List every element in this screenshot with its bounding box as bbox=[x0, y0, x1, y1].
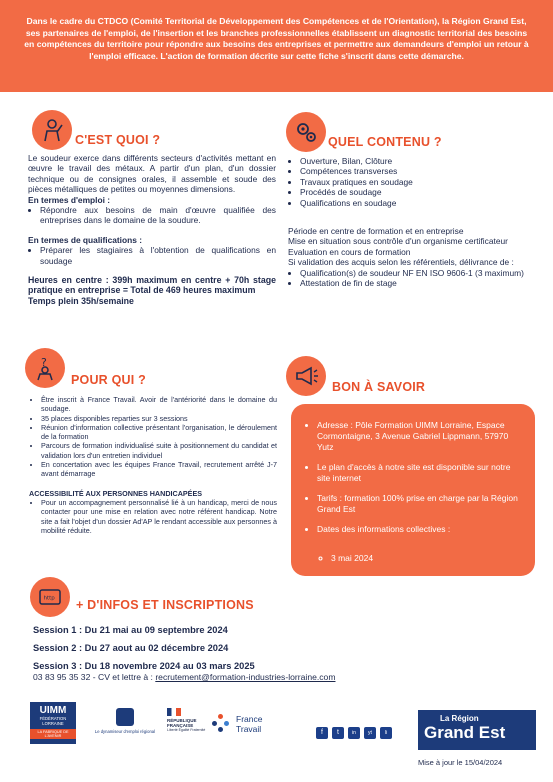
sessions-list bbox=[33, 621, 255, 675]
contenu-item: • Travaux pratiques en soudage bbox=[300, 177, 536, 187]
dates-item: Dates des informations collectives : bbox=[317, 524, 451, 534]
web-icon bbox=[30, 577, 70, 617]
afpa-sub: Le dynamiseur d'emploi régional bbox=[94, 729, 156, 734]
pour-qui-item: • Réunion d'information collective présentant l'organisation, le déroulement de la formation bbox=[41, 423, 277, 442]
pour-qui-item: • Parcours de formation individualisé suite à positionnement du candidat et validation lors d'un entretien individuel bbox=[41, 441, 277, 460]
quel-contenu-details bbox=[288, 226, 538, 288]
republique-logo bbox=[167, 708, 207, 742]
region1: La Région bbox=[440, 714, 479, 723]
flag-icon bbox=[167, 708, 181, 716]
banner-text: Dans le cadre du CTDCO (Comité Territorial de Développement des Compétences et de l'Orientation), la Région Grand Est, ses partenaires de l'emploi, de l'insertion et les branches professionnelles établissent un diagnostic territorial des besoins en compétences du territoire pour répondre aux besoins des entreprises et permettre aux demandeurs d'emploi un retour à l'emploi efficace. L'action de formation décrite sur cette fiche s'inscrit dans cette démarche. bbox=[24, 16, 529, 61]
tarif-item: • Tarifs : formation 100% prise en charge par la Région Grand Est bbox=[317, 493, 523, 515]
contenu-item: • Ouverture, Bilan, Clôture bbox=[300, 156, 536, 166]
twitter-icon[interactable]: t bbox=[332, 727, 344, 739]
gears-icon bbox=[286, 112, 326, 152]
pour-qui-list bbox=[29, 395, 277, 535]
pour-qui-item: • 35 places disponibles reparties sur 3 sessions bbox=[41, 414, 277, 423]
rf2: FRANÇAISE bbox=[167, 723, 194, 728]
hours-text: Heures en centre : 399h maximum en centre + 70h stage pratique en entreprise = Total de 469 heures maximum bbox=[28, 275, 276, 296]
access-heading: ACCESSIBILITÉ AUX PERSONNES HANDICAPÉES bbox=[29, 488, 203, 498]
svg-text:?: ? bbox=[41, 356, 47, 369]
pour-qui-item: • En concertation avec les équipes France Travail, recrutement arrêté J-7 avant démarrage bbox=[41, 460, 277, 479]
emploi-item: • Répondre aux besoins de main d'œuvre qualifiée des entreprises dans le domaine de la soudure. bbox=[40, 205, 276, 226]
ft1: France bbox=[236, 714, 263, 724]
afpa-logo bbox=[87, 708, 163, 742]
plan-item: • Le plan d'accès à notre site est disponible sur notre site internet bbox=[317, 462, 523, 484]
deliv-item: • Qualification(s) de soudeur NF EN ISO 9606-1 (3 maximum) bbox=[300, 268, 538, 278]
session-item: Session 3 : Du 18 novembre 2024 au 03 mars 2025 bbox=[33, 661, 255, 671]
afpa-mark-icon bbox=[116, 708, 134, 726]
infos-title: + D'INFOS ET INSCRIPTIONS bbox=[76, 598, 254, 612]
deliv-item: • Attestation de fin de stage bbox=[300, 278, 538, 288]
facebook-icon[interactable]: f bbox=[316, 727, 328, 739]
contenu-line2: Mise en situation sous contrôle d'un organisme certificateur bbox=[288, 236, 508, 247]
phone-text: 03 83 95 35 32 - CV et lettre à : bbox=[33, 672, 156, 682]
uimm-sub1: FÉDÉRATION bbox=[39, 716, 67, 721]
bon-a-savoir-title: BON À SAVOIR bbox=[332, 380, 426, 394]
ft2: Travail bbox=[236, 724, 262, 734]
full-time-text: Temps plein 35h/semaine bbox=[28, 295, 134, 306]
access-item: • Pour un accompagnement personnalisé lié à un handicap, merci de nous contacter pour une mise en relation avec notre référent handicap. Notre site a fait l'objet d'un dossier Ad'AP le rendant accessible aux personnes à mobilité réduite. bbox=[41, 498, 277, 535]
qualif-item: • Préparer les stagiaires à l'obtention de qualifications en soudage bbox=[40, 245, 276, 266]
region-grand-est-logo bbox=[418, 710, 536, 750]
quel-contenu-list bbox=[288, 156, 536, 208]
contenu-item: • Compétences transverses bbox=[300, 166, 536, 176]
bon-a-savoir-box bbox=[291, 404, 535, 576]
region2: Grand Est bbox=[424, 723, 506, 742]
update-date: Mise à jour le 15/04/2024 bbox=[418, 758, 503, 767]
cest-quoi-intro: Le soudeur exerce dans différents secteurs d'activités mettant en œuvre le travail des métaux. A partir d'un plan, d'un dossier technique ou de consignes orales, il assemble et soude des pièces métalliques de petites ou moyennes dimensions. bbox=[28, 153, 276, 195]
cest-quoi-title: C'EST QUOI ? bbox=[75, 133, 161, 147]
intro-banner bbox=[0, 0, 553, 92]
instagram-icon[interactable]: in bbox=[348, 727, 360, 739]
session-item: Session 2 : Du 27 aout au 02 décembre 2024 bbox=[33, 643, 229, 653]
linkedin-icon[interactable]: li bbox=[380, 727, 392, 739]
http-label: http bbox=[43, 595, 55, 602]
contact-line bbox=[33, 672, 336, 682]
uimm-sub2: LORRAINE bbox=[42, 721, 64, 726]
rf1: RÉPUBLIQUE bbox=[167, 718, 197, 723]
session-item: Session 1 : Du 21 mai au 09 septembre 2024 bbox=[33, 625, 228, 635]
contenu-item: • Qualifications en soudage bbox=[300, 198, 536, 208]
pour-qui-title: POUR QUI ? bbox=[71, 373, 146, 387]
cest-quoi-body bbox=[28, 153, 276, 306]
worker-icon bbox=[32, 110, 72, 150]
email-link[interactable]: recrutement@formation-industries-lorraine.com bbox=[155, 672, 336, 682]
emploi-heading: En termes d'emploi : bbox=[28, 194, 111, 205]
youtube-icon[interactable]: yt bbox=[364, 727, 376, 739]
qualif-heading: En termes de qualifications : bbox=[28, 234, 143, 245]
rf3: Liberté Égalité Fraternité bbox=[167, 728, 206, 732]
uimm-sub3: LA FABRIQUE DE L'AVENIR bbox=[30, 729, 76, 739]
contenu-line3: Evaluation en cours de formation bbox=[288, 246, 411, 257]
question-person-icon bbox=[25, 348, 65, 388]
france-travail-logo bbox=[212, 712, 278, 740]
date-item: ◦ 3 mai 2024 bbox=[331, 553, 511, 564]
pour-qui-item: • Être inscrit à France Travail. Avoir de l'antériorité dans le domaine du soudage. bbox=[41, 395, 277, 414]
uimm-logo bbox=[30, 702, 76, 744]
france-travail-dots-icon bbox=[212, 714, 232, 734]
megaphone-icon bbox=[286, 356, 326, 396]
contenu-item: • Procédés de soudage bbox=[300, 187, 536, 197]
quel-contenu-title: QUEL CONTENU ? bbox=[328, 135, 442, 149]
contenu-line1: Période en centre de formation et en entreprise bbox=[288, 226, 464, 236]
address-item: • Adresse : Pôle Formation UIMM Lorraine, Espace Cormontaigne, 3 Avenue Gabriel Lippmann, 57970 Yutz bbox=[317, 420, 523, 453]
contenu-line4: Si validation des acquis selon les référentiels, délivrance de : bbox=[288, 257, 514, 268]
uimm-text: UIMM bbox=[39, 705, 67, 716]
